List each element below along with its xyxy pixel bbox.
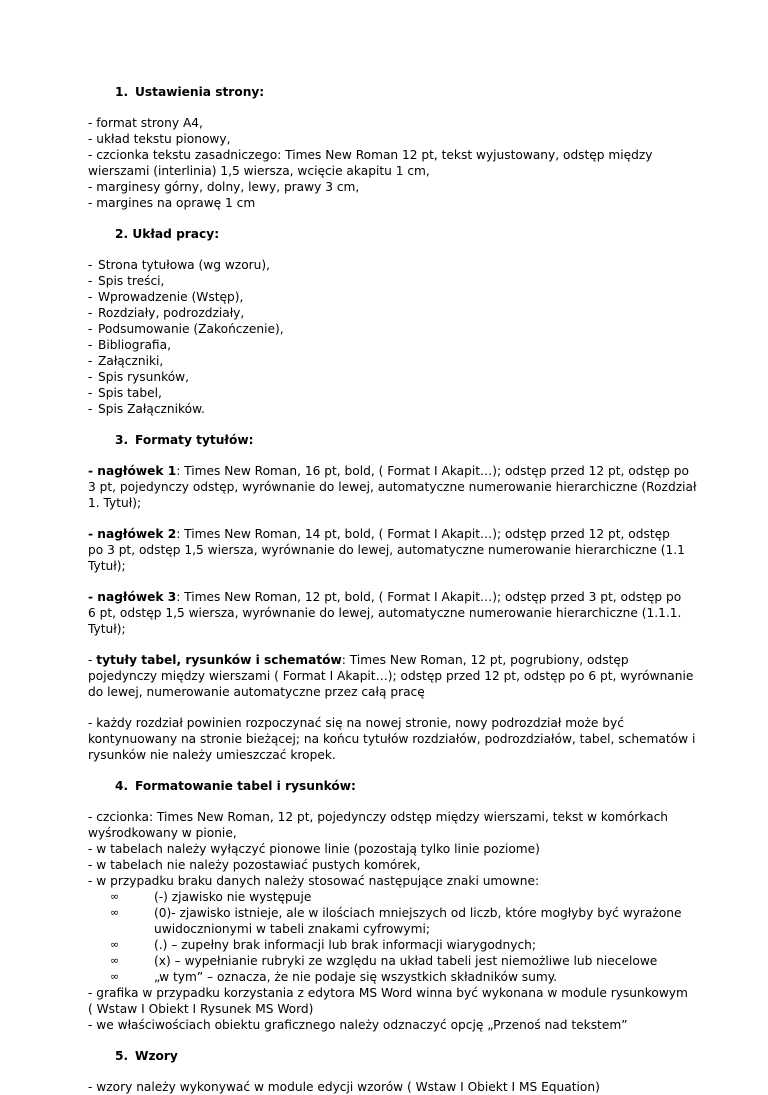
section-4-heading — [88, 778, 686, 794]
list-item: ∞ (-) zjawisko nie występuje — [110, 890, 312, 904]
section-1-number: 1. — [115, 85, 129, 99]
list-item: - Rozdziały, podrozdziały, — [88, 306, 245, 320]
section-5-heading — [88, 1048, 686, 1064]
heading-2-label: - nagłówek 2 — [88, 527, 177, 541]
list-item: - Załączniki, — [88, 354, 164, 368]
s1-line: wierszami (interlinia) 1,5 wiersza, wcięcie akapitu 1 cm, — [88, 164, 430, 178]
heading-3-label: - nagłówek 3 — [88, 590, 177, 604]
section-1-heading — [88, 84, 686, 100]
section-4-body: - czcionka: Times New Roman, 12 pt, pojedynczy odstęp między wierszami, tekst w komórkach wyśrodkowany w pionie, - w tabelach należy wyłączyć pionowe linie (pozostają tylko linie poziome) - w tabelach nie należy pozostawiać pustych komórek, - w przypadku braku danych należy stosować następujące znaki umowne: ∞ (-) zjawisko nie występuje ∞ (0)- zjawisko istnieje, ale w ilościach mniejszych od liczb, które mogłyby być wyrażone uwidocznionymi w tabeli znakami cyfrowymi; ∞ (.) – zupełny brak informacji lub brak informacji wiarygodnych; ∞ (x) – wypełnianie rubryki ze względu na układ tabeli jest niemożliwe lub niecelowe ∞ „w tym” – oznacza, że nie podaje się wszystkich składników sumy. - grafika w przypadku korzystania z edytora MS Word winna być wykonana w module rysunkowym ( Wstaw I Obiekt I Rysunek MS Word) - we właściwościach obiektu graficznego należy odznaczyć opcję „Przenoś nad tekstem” — [88, 810, 688, 1032]
section-4-number: 4. — [115, 779, 129, 793]
heading-1-label: - nagłówek 1 — [88, 464, 177, 478]
section-3-number: 3. — [115, 433, 129, 447]
s1-line: - czcionka tekstu zasadniczego: Times New Roman 12 pt, tekst wyjustowany, odstęp między — [88, 148, 653, 162]
s1-line: - margines na oprawę 1 cm — [88, 196, 256, 210]
heading-2-spec: - nagłówek 2: Times New Roman, 14 pt, bold, ( Format I Akapit…); odstęp przed 12 pt, odstęp po 3 pt, odstęp 1,5 wiersza, wyrównanie do lewej, automatyczne numerowanie hierarchiczne (1.1 Tytuł); — [88, 527, 685, 573]
s1-line: - układ tekstu pionowy, — [88, 132, 231, 146]
section-5-title: Wzory — [135, 1049, 178, 1063]
list-item: - Spis tabel, — [88, 386, 162, 400]
infinity-bullet-icon: ∞ — [110, 890, 120, 903]
list-item: - Spis Załączników. — [88, 402, 205, 416]
section-2-list — [88, 257, 686, 417]
list-item: - Podsumowanie (Zakończenie), — [88, 322, 284, 336]
list-item: - Spis rysunków, — [88, 370, 190, 384]
section-5-number: 5. — [115, 1049, 129, 1063]
list-item: - Wprowadzenie (Wstęp), — [88, 290, 244, 304]
section-1-body — [88, 115, 686, 211]
list-item: ∞ (x) – wypełnianie rubryki ze względu na układ tabeli jest niemożliwe lub niecelowe — [110, 954, 658, 968]
list-item: - Spis treści, — [88, 274, 165, 288]
infinity-bullet-icon: ∞ — [110, 970, 120, 983]
list-item: ∞ (0)- zjawisko istnieje, ale w ilościach mniejszych od liczb, które mogłyby być wyrażone uwidocznionymi w tabeli znakami cyfrowymi; — [110, 906, 682, 936]
section-4-title: Formatowanie tabel i rysunków: — [135, 779, 356, 793]
heading-1-spec: - nagłówek 1: Times New Roman, 16 pt, bold, ( Format I Akapit…); odstęp przed 12 pt, odstęp po 3 pt, pojedynczy odstęp, wyrównanie do lewej, automatyczne numerowanie hierarchiczne (Rozdział 1. Tytuł); — [88, 464, 697, 510]
list-item: ∞ „w tym” – oznacza, że nie podaje się wszystkich składników sumy. — [110, 970, 558, 984]
section-3-heading — [88, 432, 686, 448]
list-item: - Bibliografia, — [88, 338, 171, 352]
section-5-body: - wzory należy wykonywać w module edycji wzorów ( Wstaw I Obiekt I MS Equation) — [88, 1080, 600, 1094]
section-1-title: Ustawienia strony: — [135, 85, 265, 99]
captions-label: tytuły tabel, rysunków i schematów — [96, 653, 342, 667]
infinity-bullet-icon: ∞ — [110, 954, 120, 967]
s1-line: - marginesy górny, dolny, lewy, prawy 3 cm, — [88, 180, 360, 194]
list-item: ∞ (.) – zupełny brak informacji lub brak informacji wiarygodnych; — [110, 938, 536, 952]
captions-spec: - tytuły tabel, rysunków i schematów: Times New Roman, 12 pt, pogrubiony, odstęp pojedynczy między wierszami ( Format I Akapit…); odstęp przed 12 pt, odstęp po 6 pt, wyrównanie do lewej, numerowanie automatyczne przez całą pracę — [88, 653, 694, 699]
heading-3-spec: - nagłówek 3: Times New Roman, 12 pt, bold, ( Format I Akapit…); odstęp przed 3 pt, odstęp po 6 pt, odstęp 1,5 wiersza, wyrównanie do lewej, automatyczne numerowanie hierarchiczne (1.1.1. Tytuł); — [88, 590, 682, 636]
list-item: - Strona tytułowa (wg wzoru), — [88, 258, 271, 272]
section-3-title: Formaty tytułów: — [135, 433, 254, 447]
section-2-heading: 2. Układ pracy: — [115, 227, 220, 241]
chapter-note: - każdy rozdział powinien rozpoczynać się na nowej stronie, nowy podrozdział może być kontynuowany na stronie bieżącej; na końcu tytułów rozdziałów, podrozdziałów, tabel, schematów i rysunków nie należy umieszczać kropek. — [88, 716, 696, 762]
s1-line: - format strony A4, — [88, 116, 203, 130]
infinity-bullet-icon: ∞ — [110, 938, 120, 951]
infinity-bullet-icon: ∞ — [110, 906, 120, 919]
